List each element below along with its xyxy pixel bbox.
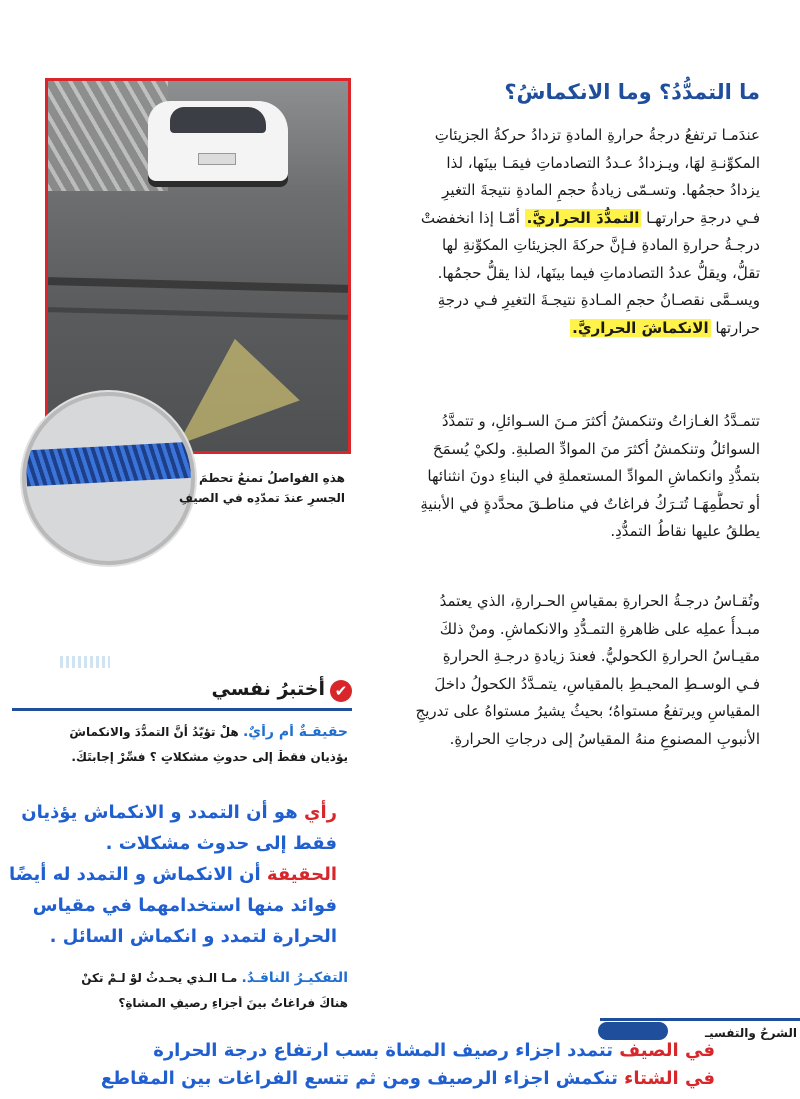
question-text-line: هناكَ فراغاتٌ بينَ أجزاءِ رصيفِ المشاةِ؟ (118, 996, 348, 1010)
text-line: المكوِّنـةِ لهَا، ويـزدادُ عـددُ التصادماتِ فيمَـا بينَها، لذا (446, 153, 760, 172)
section-heading: ما التمدُّدُ؟ وما الانكماشُ؟ (504, 80, 760, 104)
car-plate (198, 153, 236, 165)
critical-thinking-label: التفكيـرُ الناقـدُ. (241, 970, 348, 986)
critical-thinking-question (3, 970, 348, 986)
car-window (170, 107, 266, 133)
term-thermal-contraction: الانكماشَ الحراريَّ. (572, 318, 709, 337)
footer-rule (600, 1018, 800, 1021)
check-icon: ✔ (330, 680, 352, 702)
answer-text: هو أن التمدد و الانكماش يؤذيان (21, 802, 298, 823)
caption-line: هذهِ الفواصلُ تمنعُ تحطمَ (199, 471, 345, 485)
caption-line: الجسرِ عندَ تمدّدِه في الصيفِ (178, 491, 345, 505)
term-thermal-expansion: التمدُّدَ الحراريَّ. (526, 208, 640, 227)
paragraph-thermometer (405, 588, 760, 753)
text-line: يزدادُ حجمُها. وتسـمّى زيادةُ حجمِ المادةِ نتيجةَ التغيرِ (442, 181, 760, 199)
text-fragment: حرارتها (715, 318, 760, 337)
fact-or-opinion-question (3, 724, 348, 740)
text-line: يطلقُ عليها نقاطُ التمدُّدِ. (610, 522, 760, 540)
winter-text: تنكمش اجزاء الرصيف ومن ثم تتسع الفراغات بين المقاطع (100, 1068, 618, 1089)
answer-line (21, 797, 337, 828)
text-line: مقيـاسُ الحرارةِ الكحوليُّ. فعندَ زيادةِ درجـةِ الحرارةِ (442, 647, 760, 665)
text-line: تقلُّ، ويقلُّ عددُ التصادماتِ فيما بينَها، لذا يقلُّ حجمُها. (437, 263, 760, 282)
paragraph-expansion-joints (405, 408, 760, 546)
text-line: مبـدأُ عملِه على ظاهرةِ التمـدُّدِ والانكماشِ. ومنْ ذلكَ (439, 619, 760, 638)
text-line: المقياسِ ويرتفعُ مستواهُ؛ بحيثُ يشيرُ مستواهُ على تدريجِ (415, 702, 760, 720)
question-text: مـا الـذي يحـدثُ لوْ لـمْ تكنْ (81, 971, 238, 985)
expansion-joint (48, 307, 348, 320)
summer-text: تتمدد اجزاء رصيف المشاة بسب ارتفاع درجة الحرارة (153, 1040, 613, 1061)
answer-line: فوائد منها استخدامهما في مقياس (32, 895, 337, 916)
answer-fact-label: الحقيقة (266, 864, 337, 885)
question-text-line: يؤذيانِ فقطْ إلى حدوثِ مشكلاتٍ ؟ فسِّرْ إجابتَكَ. (71, 750, 348, 764)
question-text: هلْ تؤيّدُ أنَّ التمدُّدَ والانكماشَ (69, 725, 239, 739)
self-test-title: أختبرُ نفسي (211, 678, 325, 700)
paragraph-expansion (405, 122, 760, 342)
answer-opinion-label: رأي (303, 802, 337, 823)
winter-label: في الشتاء (624, 1068, 715, 1089)
photo-caption (170, 468, 345, 508)
summer-label: في الصيف (619, 1040, 715, 1061)
footer-reference: الشرحُ والتفسيـ (705, 1026, 797, 1040)
text-fragment: فـي درجةِ حرارتهـا (646, 208, 760, 227)
expansion-joint (48, 277, 348, 293)
text-line: أو تحطُّمِهَـا تُتـرَكُ فراغاتٌ في مناطـقَ محدَّدةٍ في الأبنيةِ (420, 494, 760, 513)
text-line: فـي الوسـطِ المحيـطِ بالمقياسِ، يتمـدَّدُ الكحولُ داخلَ (434, 674, 760, 693)
text-line: السوائلُ وتنكمشُ أكثرَ منَ الموادِّ الصلبةِ. ولكيْ يُسمَحَ (432, 439, 760, 458)
text-line: وتُقـاسُ درجـةُ الحرارةِ بمقياسِ الحـرارةِ، الذي يعتمدُ (439, 592, 760, 610)
text-line: عندَمـا ترتفعُ درجةُ حرارةِ المادةِ تزدادُ حركةُ الجزيئاتِ (434, 126, 760, 144)
text-line: درجـةُ حرارةِ المادةِ فـإنَّ حركةَ الجزيئاتِ المكوِّنةِ لها (441, 236, 760, 254)
text-line: الأنبوبِ المصنوعِ منهُ المقياسُ إلى درجاتِ الحرارةِ. (449, 729, 760, 748)
text-line: تتمـدَّدُ الغـازاتُ وتنكمشُ أكثرَ مـنَ السـوائلِ، و تتمدَّدُ (441, 412, 760, 430)
fact-or-opinion-label: حقيقـةٌ أم رأيٌ. (242, 724, 348, 740)
summer-answer (153, 1040, 715, 1061)
winter-answer (101, 1068, 715, 1089)
text-line: بتمدُّدِ وانكماشِ الموادِّ المستعملةِ في البناءِ دونَ انثنائها (427, 467, 760, 485)
divider (12, 708, 352, 711)
decorative-stripe (60, 656, 110, 668)
answer-line: الحرارة لتمدد و انكماش السائل . (49, 926, 337, 947)
car-image (148, 101, 288, 181)
text-fragment: أمّـا إذا انخفضتْ (420, 208, 520, 227)
page-number-tag (598, 1022, 668, 1040)
text-line (405, 315, 760, 343)
text-line: ويسـمَّى نقصـانُ حجمِ المـادةِ نتيجـةَ التغيرِ فـي درجةِ (437, 291, 760, 309)
answer-line (9, 859, 337, 890)
text-line (405, 205, 760, 233)
answer-text: أن الانكماش و التمدد له أيضًا (9, 864, 261, 885)
answer-line: فقط إلى حدوث مشكلات . (105, 833, 337, 854)
